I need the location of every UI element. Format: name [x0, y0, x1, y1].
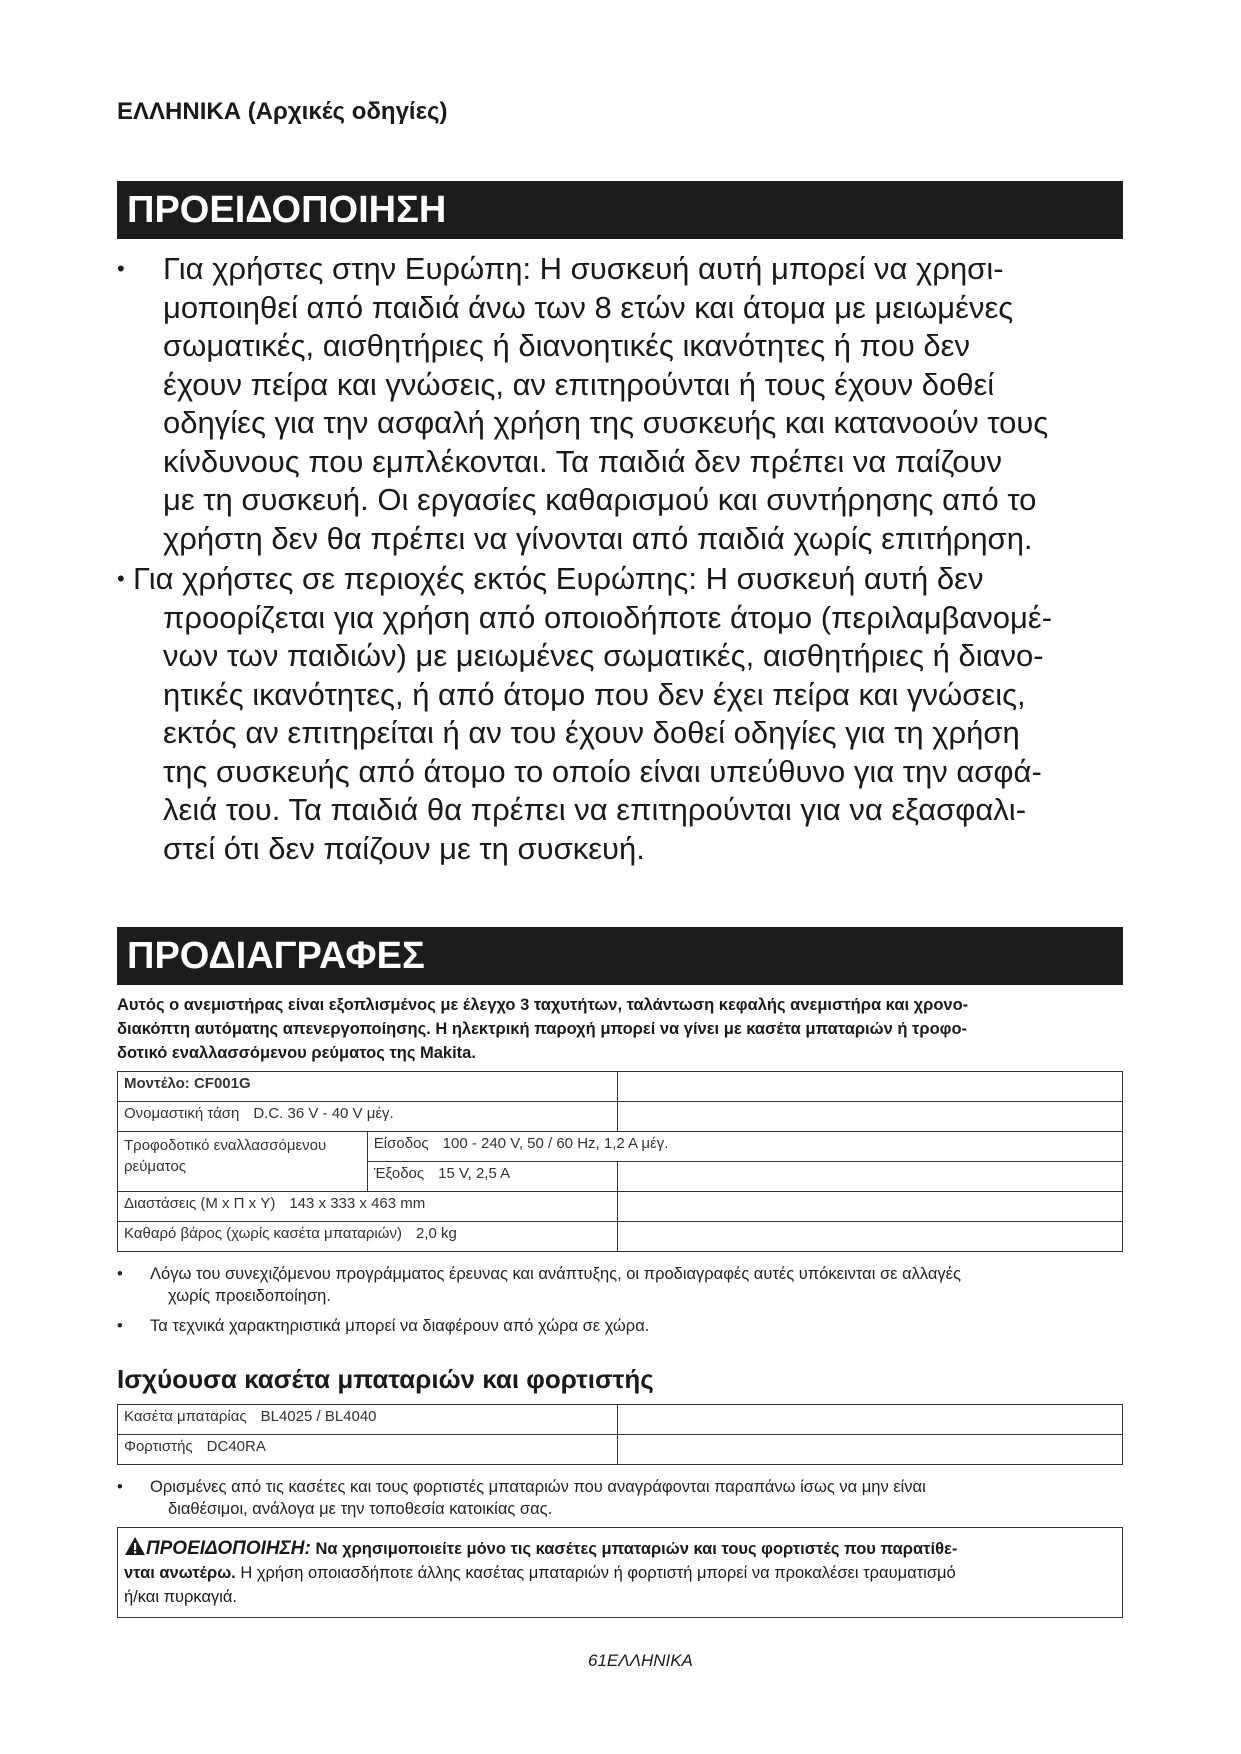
battery-table [117, 1404, 1123, 1465]
weight-cell [118, 1222, 618, 1252]
spec-section-title: ΠΡΟΔΙΑΓΡΑΦΕΣ [117, 927, 1123, 985]
intro-line: διακόπτη αυτόματης απενεργοποίησης. Η ηλεκτρική παροχή μπορεί να γίνει με κασέτα μπαταριών ή τροφο- [117, 1020, 968, 1038]
warning-item-europe [117, 250, 1137, 558]
bullet: • [117, 566, 125, 591]
empty-cell [617, 1162, 1122, 1192]
note-line: διαθέσιμοι, ανάλογα με την τοποθεσία κατοικίας σας. [168, 1500, 553, 1518]
list-item: • Λόγω του συνεχιζόμενου προγράμματος έρευνας και ανάπτυξης, οι προδιαγραφές αυτές υπόκεινται σε αλλαγές χωρίς προειδοποίηση. [117, 1263, 1127, 1307]
table-row [118, 1435, 1123, 1465]
warning-list [117, 250, 1137, 868]
battery-label: Κασέτα μπαταρίας [124, 1408, 247, 1425]
table-row [118, 1222, 1123, 1252]
text-line: μοποιηθεί από παιδιά άνω των 8 ετών και άτομα με μειωμένες [163, 289, 1014, 325]
text-line: Για χρήστες στην Ευρώπη: Η συσκευή αυτή μπορεί να χρησι- [163, 251, 1004, 286]
battery-warning-box [117, 1527, 1123, 1618]
text-line: χρήστη δεν θα πρέπει να γίνονται από παιδιά χωρίς επιτήρηση. [163, 520, 1033, 556]
note-line: Τα τεχνικά χαρακτηριστικά μπορεί να διαφέρουν από χώρα σε χώρα. [150, 1317, 650, 1335]
text-line: προορίζεται για χρήση από οποιοδήποτε άτομο (περιλαμβανομέ- [163, 599, 1053, 635]
adapter-label-line: Τροφοδοτικό εναλλασσόμενου [124, 1137, 327, 1154]
output-value: 15 V, 2,5 A [438, 1165, 511, 1182]
warning-text: Η χρήση οποιασδήποτε άλλης κασέτας μπαταριών ή φορτιστή μπορεί να προκαλέσει τραυματισμό [240, 1564, 956, 1582]
table-row [118, 1132, 1123, 1162]
text-line: νων των παιδιών) με μειωμένες σωματικές, αισθητήριες ή διανο- [163, 638, 1044, 673]
adapter-label-line: ρεύματος [124, 1158, 187, 1175]
language-header: ΕΛΛΗΝΙΚΑ (Αρχικές οδηγίες) [117, 98, 448, 125]
text-line: σωματικές, αισθητήριες ή διανοητικές ικανότητες ή που δεν [163, 328, 970, 363]
warning-line [124, 1561, 1116, 1585]
bullet: • [117, 256, 125, 281]
charger-value: DC40RA [206, 1438, 266, 1455]
list-item: • Τα τεχνικά χαρακτηριστικά μπορεί να διαφέρουν από χώρα σε χώρα. [117, 1317, 650, 1335]
table-row [118, 1192, 1123, 1222]
dimensions-value: 143 x 333 x 463 mm [289, 1195, 426, 1212]
output-label: Έξοδος [373, 1165, 425, 1182]
charger-label: Φορτιστής [124, 1438, 193, 1455]
empty-cell [617, 1102, 1122, 1132]
text-line: εκτός αν επιτηρείται ή αν του έχουν δοθεί οδηγίες για τη χρήση [163, 715, 1020, 750]
warning-item-non-europe [117, 560, 1137, 868]
note-line: Λόγω του συνεχιζόμενου προγράμματος έρευνας και ανάπτυξης, οι προδιαγραφές αυτές υπόκεινται σε αλλαγές [150, 1265, 961, 1283]
table-row [118, 1405, 1123, 1435]
text-line: της συσκευής από άτομο το οποίο είναι υπεύθυνο για την ασφά- [163, 753, 1042, 789]
text-line: στεί ότι δεν παίζουν με τη συσκευή. [163, 830, 645, 866]
text-line: λειά του. Τα παιδιά θα πρέπει να επιτηρούνται για να εξασφαλι- [163, 792, 1027, 827]
warning-triangle-icon [124, 1536, 146, 1556]
warning-bold-text: Να χρησιμοποιείτε μόνο τις κασέτες μπαταριών και τους φορτιστές που παρατίθε- [315, 1540, 958, 1558]
input-value: 100 - 240 V, 50 / 60 Hz, 1,2 A μέγ. [442, 1135, 669, 1152]
battery-value: BL4025 / BL4040 [260, 1408, 377, 1425]
text-line: Για χρήστες σε περιοχές εκτός Ευρώπης: Η συσκευή αυτή δεν [133, 561, 984, 596]
voltage-cell [118, 1102, 618, 1132]
weight-label: Καθαρό βάρος (χωρίς κασέτα μπαταριών) [124, 1225, 402, 1242]
battery-notes [117, 1476, 1127, 1528]
page-number: 61 [588, 1651, 607, 1670]
warning-bold-text: νται ανωτέρω. [124, 1564, 236, 1582]
empty-cell [617, 1222, 1122, 1252]
note-line: Ορισμένες από τις κασέτες και τους φορτιστές μπαταριών που αναγράφονται παραπάνω ίσως να μην είναι [150, 1478, 926, 1496]
table-row [118, 1072, 1123, 1102]
text-line: ητικές ικανότητες, ή από άτομο που δεν έχει πείρα και γνώσεις, [163, 676, 1026, 712]
page-footer [588, 1651, 693, 1671]
note-line: χωρίς προειδοποίηση. [168, 1287, 331, 1305]
weight-value: 2,0 kg [415, 1225, 457, 1242]
text-line: με τη συσκευή. Οι εργασίες καθαρισμού και συντήρησης από το [163, 482, 1037, 517]
empty-cell [617, 1405, 1122, 1435]
empty-cell [617, 1435, 1122, 1465]
dimensions-label: Διαστάσεις (Μ x Π x Υ) [124, 1195, 276, 1212]
footer-language: ΕΛΛΗΝΙΚΑ [606, 1651, 693, 1670]
adapter-label-cell [118, 1132, 368, 1192]
spec-intro [117, 993, 1127, 1065]
battery-cell [118, 1405, 618, 1435]
empty-cell [617, 1192, 1122, 1222]
warning-section-title: ΠΡΟΕΙΔΟΠΟΙΗΣΗ [117, 181, 1123, 239]
voltage-label: Ονομαστική τάση [124, 1105, 240, 1122]
empty-cell [617, 1072, 1122, 1102]
text-line: έχουν πείρα και γνώσεις, αν επιτηρούνται ή τους έχουν δοθεί [163, 366, 995, 402]
warning-label: ΠΡΟΕΙΔΟΠΟΙΗΣΗ: [146, 1538, 311, 1559]
intro-line: Αυτός ο ανεμιστήρας είναι εξοπλισμένος με έλεγχο 3 ταχυτήτων, ταλάντωση κεφαλής ανεμιστήρα και χρονο- [117, 996, 969, 1014]
battery-section-title: Ισχύουσα κασέτα μπαταριών και φορτιστής [117, 1364, 654, 1394]
spec-table [117, 1071, 1123, 1252]
dimensions-cell [118, 1192, 618, 1222]
model-cell: Μοντέλο: CF001G [118, 1072, 618, 1102]
text-line: κίνδυνους που εμπλέκονται. Τα παιδιά δεν πρέπει να παίζουν [163, 443, 1002, 479]
voltage-value: D.C. 36 V - 40 V μέγ. [253, 1105, 394, 1122]
charger-cell [118, 1435, 618, 1465]
spec-notes [117, 1263, 1127, 1345]
intro-line: δοτικό εναλλασσόμενου ρεύματος της Makita. [117, 1044, 476, 1062]
warning-text: ή/και πυρκαγιά. [124, 1588, 238, 1606]
output-cell [367, 1162, 617, 1192]
text-line: οδηγίες για την ασφαλή χρήση της συσκευής και κατανοούν τους [163, 405, 1049, 440]
warning-line [124, 1536, 1116, 1561]
input-cell [367, 1132, 1122, 1162]
list-item: • Ορισμένες από τις κασέτες και τους φορτιστές μπαταριών που αναγράφονται παραπάνω ίσως να μην είναι διαθέσιμοι, ανάλογα με την τοποθεσία κατοικίας σας. [117, 1476, 1127, 1520]
table-row [118, 1102, 1123, 1132]
input-label: Είσοδος [373, 1135, 429, 1152]
